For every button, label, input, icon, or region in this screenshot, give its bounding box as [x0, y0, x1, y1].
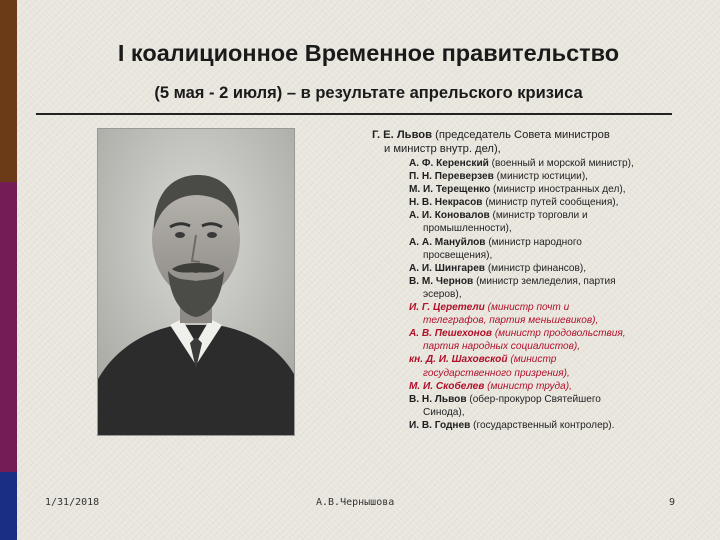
- sidebar-accent-top: [0, 0, 17, 182]
- minister-name: В. М. Чернов: [409, 275, 474, 287]
- minister-role-continued: просвещения),: [423, 249, 493, 261]
- minister-role: (государственный контролер).: [470, 419, 615, 431]
- minister-item: [409, 170, 709, 183]
- minister-role: (министр народного: [485, 236, 582, 248]
- minister-name: А. А. Мануйлов: [409, 236, 486, 248]
- minister-item: [409, 236, 709, 262]
- minister-name: А. В. Пешехонов: [409, 328, 493, 340]
- minister-role: (министр: [507, 354, 557, 366]
- minister-role-continued: эсеров),: [423, 288, 462, 300]
- slide-title: I коалиционное Временное правительство: [117, 40, 620, 66]
- minister-role-continued: партия народных социалистов),: [423, 341, 581, 353]
- minister-role: (обер-прокурор Святейшего: [466, 393, 601, 405]
- footer-date: 1/31/2018: [45, 497, 100, 508]
- minister-role: (министр продовольствия,: [492, 328, 626, 340]
- minister-name: А. И. Коновалов: [409, 210, 490, 222]
- chairman-role: (председатель Совета министров: [432, 129, 610, 141]
- minister-role-continued: промышленности),: [423, 223, 512, 235]
- minister-name: В. Н. Львов: [409, 393, 467, 405]
- minister-item: [409, 353, 709, 379]
- minister-role: (министр торговли и: [489, 210, 588, 222]
- minister-role: (министр путей сообщения),: [482, 197, 619, 209]
- slide-number: 9: [669, 497, 676, 508]
- minister-name: П. Н. Переверзев: [409, 171, 494, 183]
- minister-role: (министр земледелия, партия: [473, 275, 616, 287]
- minister-item: [409, 327, 709, 353]
- minister-name: М. И. Терещенко: [409, 184, 491, 196]
- minister-role: (министр юстиции),: [493, 171, 588, 183]
- chairman-entry: [372, 128, 702, 156]
- minister-role-continued: Синода),: [423, 406, 465, 418]
- minister-item: [409, 380, 709, 393]
- minister-name: А. И. Шингарев: [409, 262, 486, 274]
- minister-item: [409, 301, 709, 327]
- minister-item: [409, 183, 709, 196]
- minister-item: [409, 196, 709, 209]
- minister-role: (министр финансов),: [485, 262, 587, 274]
- ministers-list: [409, 157, 709, 432]
- minister-item: [409, 262, 709, 275]
- portrait-photo: [97, 128, 295, 436]
- sidebar-accent-middle: [0, 182, 17, 472]
- minister-role: (министр труда),: [484, 380, 572, 392]
- minister-item: [409, 419, 709, 432]
- title-divider: [36, 113, 672, 115]
- minister-role: (министр почт и: [484, 302, 570, 314]
- minister-name: И. В. Годнев: [409, 419, 471, 431]
- minister-role-continued: телеграфов, партия меньшевиков),: [423, 315, 599, 327]
- minister-item: [409, 157, 709, 170]
- footer-author: А.В.Чернышова: [316, 497, 395, 508]
- slide-subtitle: (5 мая - 2 июля) – в результате апрельского кризиса: [154, 84, 583, 102]
- minister-item: [409, 209, 709, 235]
- chairman-name: Г. Е. Львов: [372, 129, 433, 141]
- minister-name: И. Г. Церетели: [409, 302, 485, 314]
- minister-role: (министр иностранных дел),: [490, 184, 626, 196]
- minister-item: [409, 393, 709, 419]
- minister-name: кн. Д. И. Шаховской: [409, 354, 508, 366]
- minister-role: (военный и морской министр),: [488, 158, 634, 169]
- minister-name: М. И. Скобелев: [409, 380, 485, 392]
- chairman-role-continued: и министр внутр. дел),: [384, 143, 501, 155]
- minister-name: Н. В. Некрасов: [409, 197, 483, 209]
- minister-item: [409, 275, 709, 301]
- minister-name: А. Ф. Керенский: [409, 158, 489, 169]
- sidebar-accent-bottom: [0, 472, 17, 540]
- minister-role-continued: государственного призрения),: [423, 367, 570, 379]
